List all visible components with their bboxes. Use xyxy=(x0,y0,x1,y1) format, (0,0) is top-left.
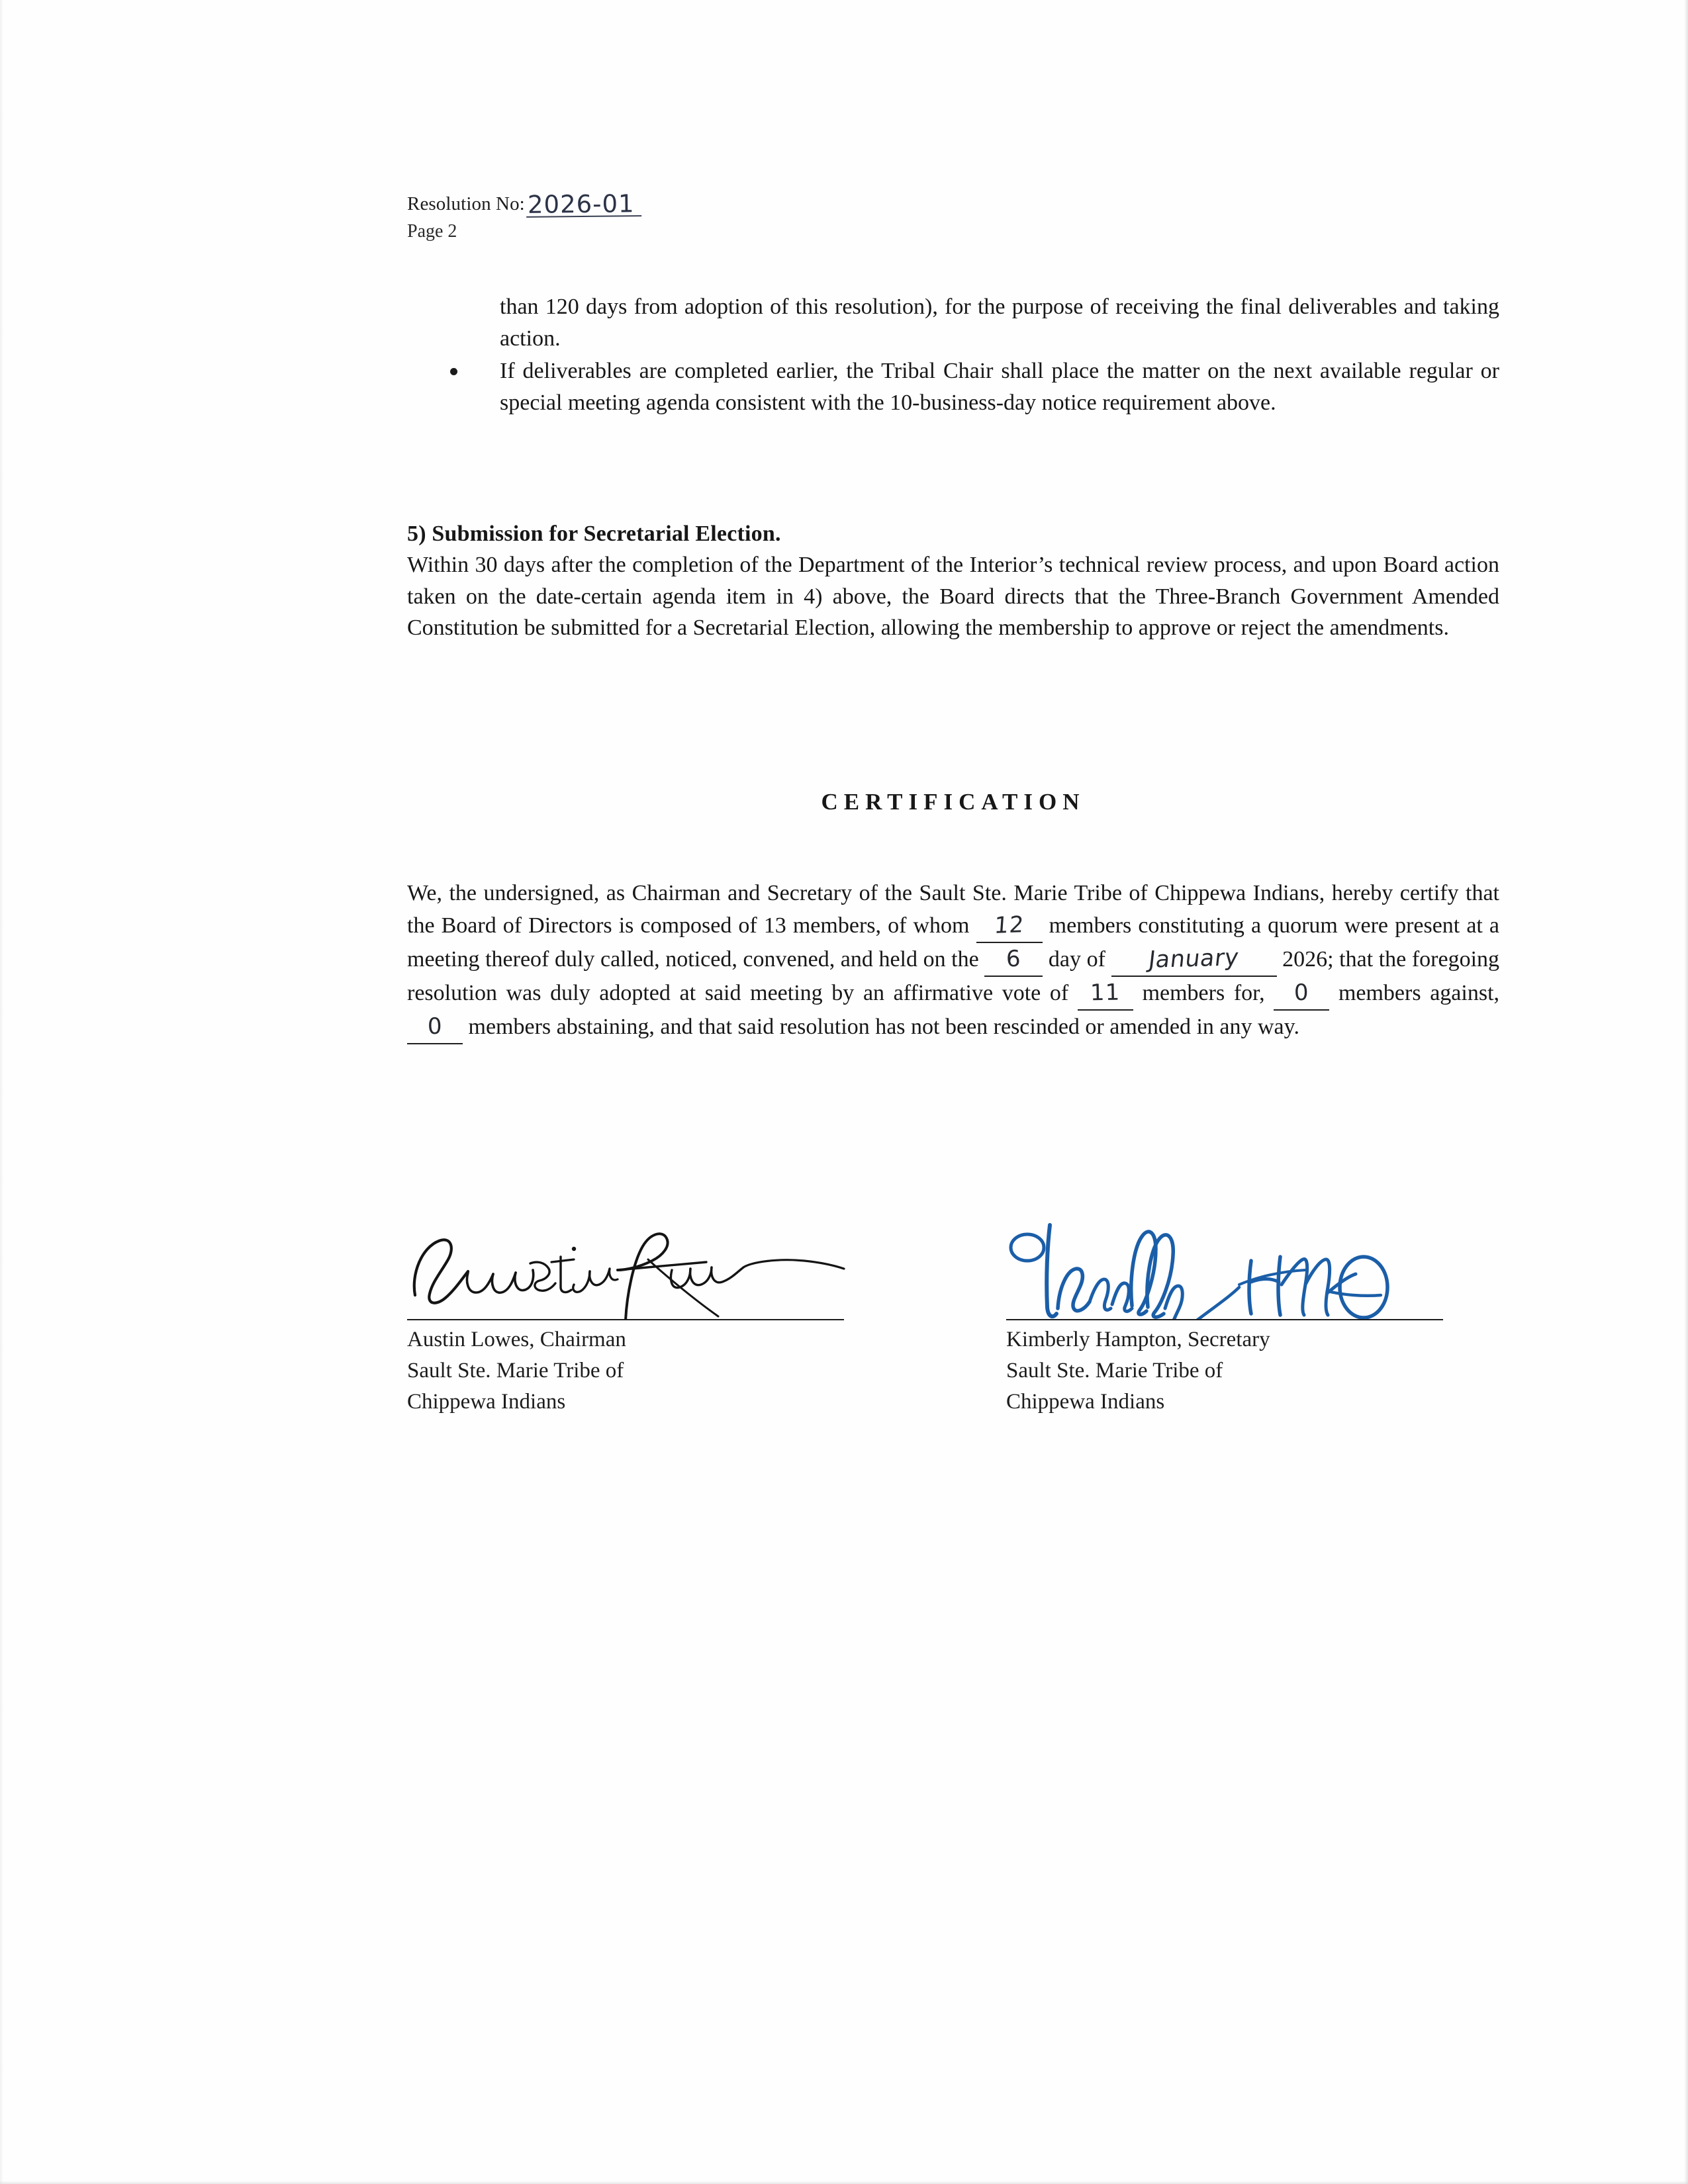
page-number-label: Page 2 xyxy=(407,221,457,242)
meeting-month-blank xyxy=(1111,943,1277,977)
list-item-text: If deliverables are completed earlier, the Tribal Chair shall place the matter on the next available regular or special meeting agenda consistent with the 10-business-day notice requirement above. xyxy=(500,359,1499,415)
votes-abstaining-blank xyxy=(407,1011,463,1044)
signature-caption-chairman xyxy=(407,1324,626,1418)
signature-area xyxy=(407,1221,1532,1499)
signature-secretary-icon xyxy=(1006,1221,1470,1320)
votes-against-value: 0 xyxy=(1293,979,1309,1007)
resolution-number-handwritten-value: 2026-01 xyxy=(526,194,641,218)
votes-abstaining-value: 0 xyxy=(427,1013,443,1040)
certification-text-4: that the foregoing resolution was duly adopted at said meeting by an affirmative vote of xyxy=(407,947,1500,1005)
signatory-org-line-2: Chippewa Indians xyxy=(407,1390,566,1414)
meeting-day-value: 6 xyxy=(1006,945,1021,973)
page-edge-right xyxy=(1684,0,1688,2184)
meeting-day-blank xyxy=(984,943,1043,977)
resolution-number-label: Resolution No: xyxy=(407,193,525,214)
votes-for-value: 11 xyxy=(1090,979,1121,1007)
list-item xyxy=(500,355,1499,418)
page-edge-left xyxy=(0,0,3,2184)
certification-text-6: members against, xyxy=(1338,981,1500,1005)
signature-chairman-icon xyxy=(407,1221,870,1320)
meeting-year-value: 2026; xyxy=(1282,947,1334,972)
signature-rule-secretary xyxy=(1006,1319,1443,1320)
signatory-name-title: Kimberly Hampton, Secretary xyxy=(1006,1328,1270,1351)
continued-paragraph: than 120 days from adoption of this resolution), for the purpose of receiving the final deliverables and taking action. xyxy=(500,295,1499,351)
certification-text-3: day of xyxy=(1048,947,1105,972)
certification-text-2: members constituting a quorum were present at a meeting thereof duly called, noticed, convened, and held on the xyxy=(407,913,1500,972)
section-paragraph: Within 30 days after the completion of the Department of the Interior’s technical review process, and upon Board action taken on the date-certain agenda item in 4) above, the Board directs that the Three-Branch Government Amended Constitution be submitted for a Secretarial Election, allowing the membership to approve or reject the amendments. xyxy=(407,553,1499,640)
bullet-dot-icon xyxy=(450,368,457,375)
section-heading: 5) Submission for Secretarial Election. xyxy=(407,522,781,546)
votes-against-blank xyxy=(1274,977,1329,1011)
signatory-name-title: Austin Lowes, Chairman xyxy=(407,1328,626,1351)
certification-title: CERTIFICATION xyxy=(821,789,1086,815)
certification-text-7: members abstaining, and that said resolution has not been rescinded or amended in any way. xyxy=(468,1015,1299,1039)
signatory-org-line-2: Chippewa Indians xyxy=(1006,1390,1165,1414)
signature-caption-secretary xyxy=(1006,1324,1270,1418)
members-present-blank xyxy=(976,909,1043,943)
votes-for-blank xyxy=(1078,977,1133,1011)
signatory-org-line-1: Sault Ste. Marie Tribe of xyxy=(407,1359,624,1383)
page-edge-bottom xyxy=(0,2181,1688,2184)
certification-text-1: We, the undersigned, as Chairman and Secretary of the Sault Ste. Marie Tribe of Chippewa Indians, hereby certify that the Board of Directors is composed of 13 members, of whom xyxy=(407,881,1499,938)
document-header xyxy=(407,191,1003,245)
certification-paragraph xyxy=(407,877,1499,1044)
continued-list-block xyxy=(407,291,1499,418)
meeting-month-value: January xyxy=(1147,944,1241,974)
signature-rule-chairman xyxy=(407,1319,844,1320)
signatory-org-line-1: Sault Ste. Marie Tribe of xyxy=(1006,1359,1223,1383)
certification-text-5: members for, xyxy=(1142,981,1265,1005)
resolution-number-line xyxy=(407,191,1003,217)
members-present-value: 12 xyxy=(993,911,1025,939)
